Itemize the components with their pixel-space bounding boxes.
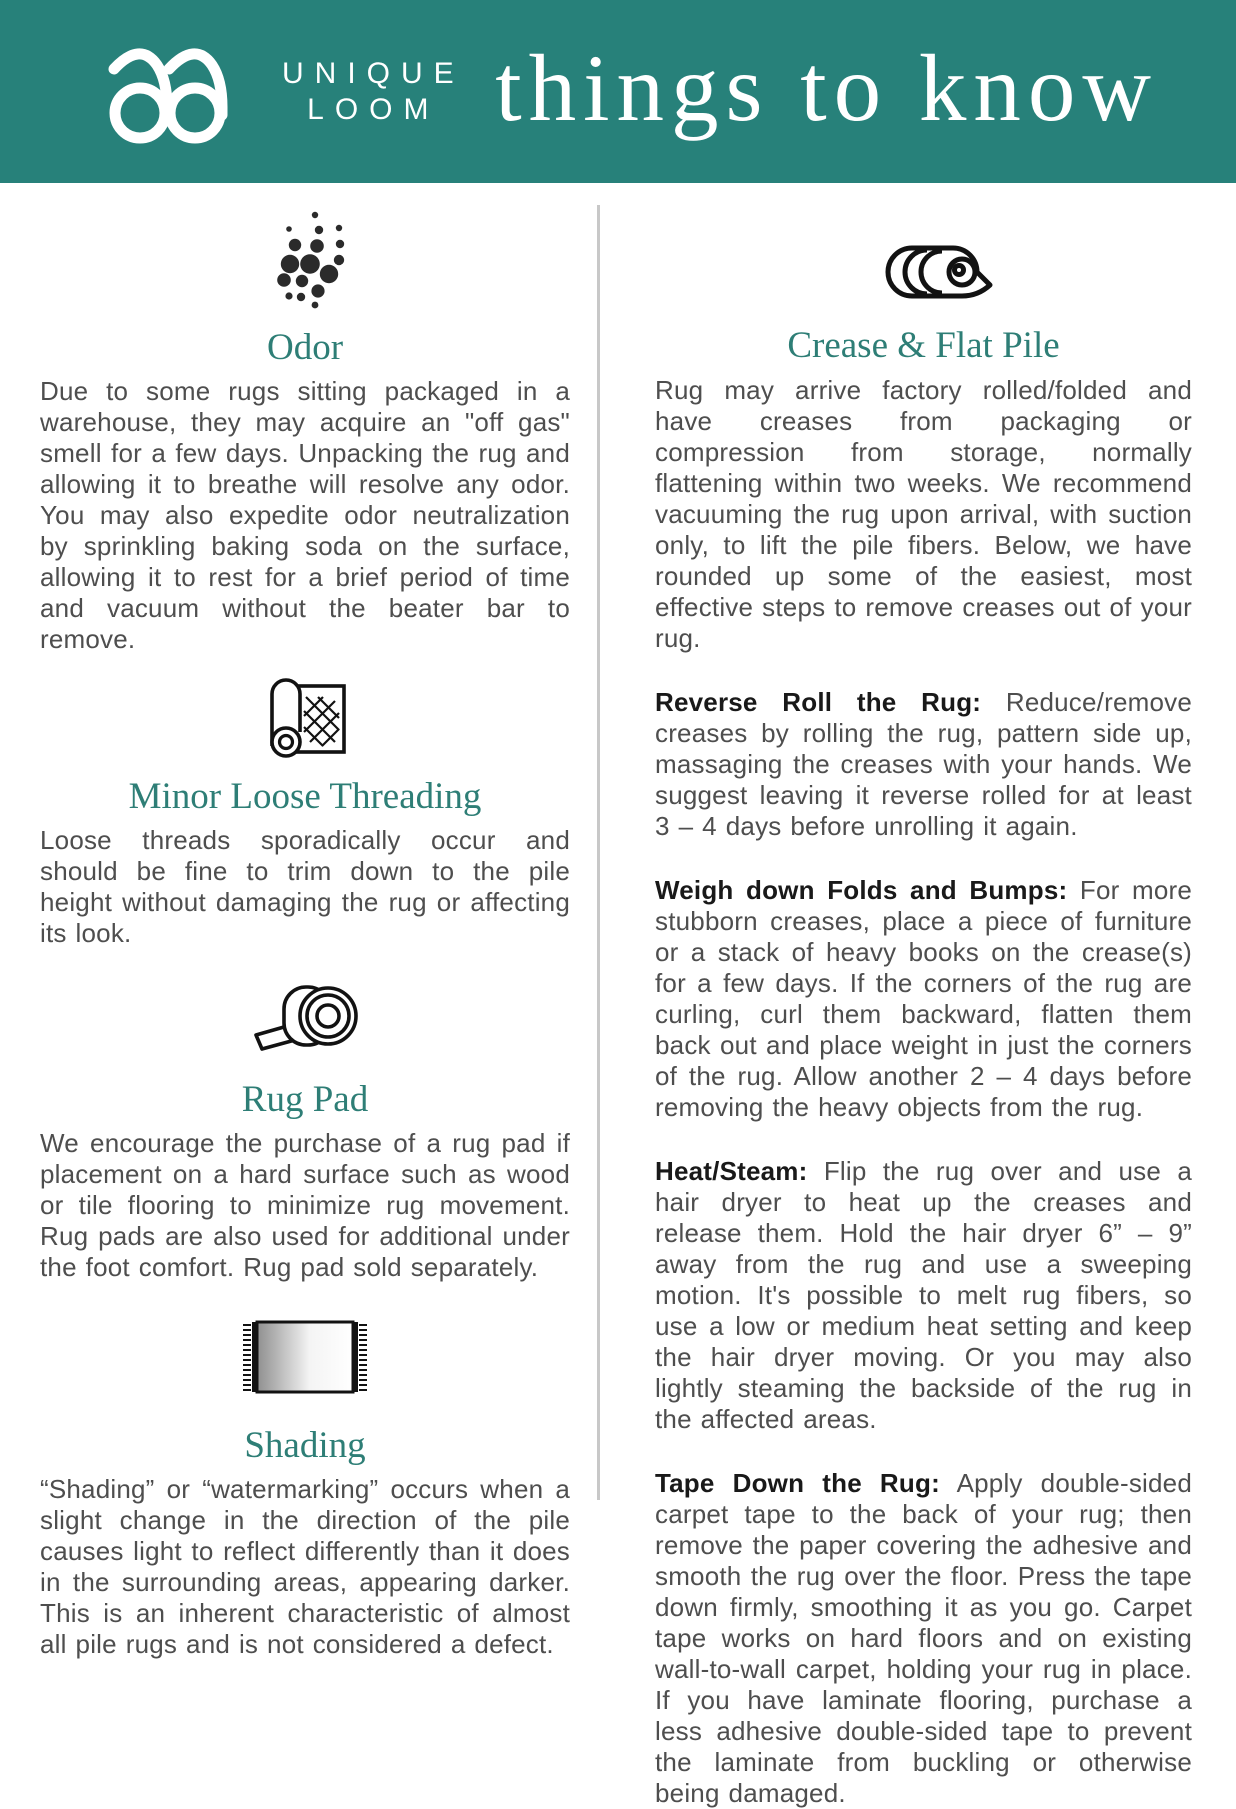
- shading-heading: Shading: [244, 1425, 366, 1466]
- tip-weigh-down-text: For more stubborn creases, place a piece of furniture or a stack of heavy books on the crease(s) for a few days. If the corners of the rug are curling, curl them backward, flatten them back out and place weight in just the corners of the rug. Allow another 2 – 4 days before removing the heavy objects from the rug.: [655, 875, 1193, 1122]
- rug-pad-roll-icon: [40, 981, 570, 1053]
- brand-line-2: LOOM: [307, 92, 440, 126]
- threading-heading: Minor Loose Threading: [128, 776, 482, 817]
- tip-weigh-down-label: Weigh down Folds and Bumps:: [655, 875, 1068, 905]
- brand-line-1: UNIQUE: [282, 56, 465, 90]
- shading-paragraph: “Shading” or “watermarking” occurs when a slight change in the direction of the pile causes light to reflect differently than it does in the surrounding areas, appearing darker. This is an inherent characteristic of almost all pile rugs and is not considered a defect.: [40, 1474, 570, 1659]
- brand-name: [282, 56, 465, 128]
- right-column: [600, 183, 1236, 1808]
- left-column: [0, 183, 597, 1659]
- rug-pad-paragraph: We encourage the purchase of a rug pad if placement on a hard surface such as wood or tile flooring to minimize rug movement. Rug pads are also used for additional under the foot comfort. Rug pad sold separately.: [40, 1128, 570, 1282]
- section-rug-pad: [40, 981, 570, 1283]
- tip-heat-steam: [655, 1156, 1192, 1435]
- tip-weigh-down: [655, 875, 1192, 1123]
- brand-block: [100, 39, 465, 144]
- tip-tape-down-text: Apply double-sided carpet tape to the back of your rug; then remove the paper covering the adhesive and smooth the rug over the floor. Press the tape down firmly, smoothing it as you go. Carpet tape works on hard floors and on existing wall-to-wall carpet, holding your rug in place. If you have laminate flooring, purchase a less adhesive double-sided tape to prevent the laminate from buckling or otherwise being damaged.: [655, 1468, 1192, 1808]
- tip-reverse-roll-label: Reverse Roll the Rug:: [655, 687, 982, 717]
- tip-reverse-roll-text: Reduce/remove creases by rolling the rug, pattern side up, massaging the creases with your hands. We suggest leaving it reverse rolled for at least 3 – 4 days before unrolling it again.: [655, 687, 1192, 841]
- shaded-rug-icon: [40, 1317, 570, 1397]
- crease-intro-paragraph: Rug may arrive factory rolled/folded and have creases from packaging or compression from storage, normally flattening within two weeks. We recommend vacuuming the rug upon arrival, with suction only, to lift the pile fibers. Below, we have rounded up some of the easiest, most effective steps to remove creases out of your rug.: [655, 375, 1192, 653]
- odor-paragraph: Due to some rugs sitting packaged in a warehouse, they may acquire an "off gas" smell for a few days. Unpacking the rug and allowing it to breathe will resolve any odor. You may also expedite odor neutralization by sprinkling baking soda on the surface, allowing it to rest for a brief period of time and vacuum without the beater bar to remove.: [40, 376, 570, 654]
- rolled-rug-threading-icon: [40, 670, 570, 760]
- tip-tape-down: [655, 1468, 1192, 1809]
- tip-heat-steam-label: Heat/Steam:: [655, 1156, 808, 1186]
- odor-heading: Odor: [266, 327, 344, 368]
- section-shading: [40, 1317, 570, 1660]
- section-minor-loose-threading: [40, 670, 570, 949]
- unique-loom-logo-icon: [100, 39, 260, 144]
- header-banner: [0, 0, 1236, 183]
- threading-paragraph: Loose threads sporadically occur and should be fine to trim down to the pile height without damaging the rug or affecting its look.: [40, 825, 570, 948]
- page-title: things to know: [495, 35, 1158, 141]
- tip-reverse-roll: [655, 687, 1192, 842]
- odor-dots-icon: [40, 207, 570, 311]
- tip-tape-down-label: Tape Down the Rug:: [655, 1468, 940, 1498]
- tip-heat-steam-text: Flip the rug over and use a hair dryer to heat up the creases and release them. Hold the hair dryer 6” – 9” away from the rug and use a sweeping motion. It's possible to melt rug fibers, so use a low or medium heat setting and keep the hair dryer moving. Or you may also lightly steaming the backside of the rug in the affected areas.: [655, 1156, 1192, 1434]
- rolled-rug-side-icon: [655, 243, 1192, 301]
- content-columns: [0, 183, 1236, 1808]
- section-odor: [40, 207, 570, 655]
- rug-pad-heading: Rug Pad: [241, 1079, 369, 1120]
- crease-heading: Crease & Flat Pile: [787, 325, 1060, 366]
